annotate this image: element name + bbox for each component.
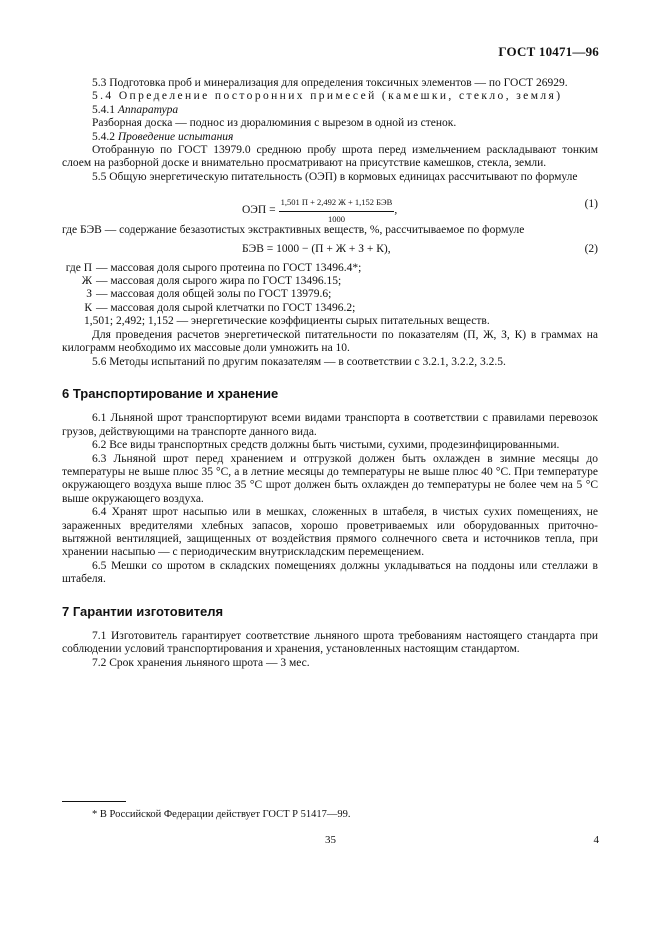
document-header: ГОСТ 10471—96 [498,44,599,59]
clause-7-2: 7.2 Срок хранения льняного шрота — 3 мес. [92,656,310,669]
clause-6-4: 6.4 Хранят шрот насыпью или в мешках, сложенных в штабеля, в чистых сухих помещениях, не зараженных вредителями хлебных запасов, хорошо проветриваемых или оборудованных приточно-вытяжной вентиляцией, защищенных от воздействия прямого солнечного света и источников тепла, при хранении насыпью — с периодическим внутрискладским перемещением. [62,506,598,559]
where-2-list [62,262,598,316]
where-2-symbol: З [86,288,92,301]
formula-1-tail: , [394,204,398,217]
where-2-item [62,275,598,288]
clause-7-1: 7.1 Изготовитель гарантирует соответствие льняного шрота требованиям настоящего стандарта при соблюдении условий транспортирования и хранения, установленных настоящим стандартом. [62,630,598,656]
where-2-definition: — массовая доля сырого протеина по ГОСТ 13496.4*; [96,261,362,274]
clause-5-4-2-number: 5.4.2 [92,130,115,143]
page-number-center: 35 [325,834,336,846]
document-body [62,77,598,670]
section-7-title: 7 Гарантии изготовителя [62,603,224,619]
where-2-symbol: К [84,301,92,314]
where-2-item [62,288,598,301]
formula-1-fraction [279,196,398,226]
formula-1-number: (1) [584,198,598,211]
clause-5-4-2-label: Проведение испытания [117,130,234,143]
clause-5-4-1-number: 5.4.1 [92,103,115,116]
formula-1-denominator: 1000 [327,213,345,224]
clause-5-4-title: 5.4 Определение посторонних примесей (камешки, стекло, земля) [92,90,563,103]
formula-2-number: (2) [584,242,598,255]
formula-1-numerator: 1,501 П + 2,492 Ж + 1,152 БЭВ [279,196,395,211]
coefficients-note: Для проведения расчетов энергетической питательности по показателям (П, Ж, З, К) в граммах на килограмм необходимо их массовые доли умножить на 10. [62,328,598,355]
where-1: где БЭВ — содержание безазотистых экстрактивных веществ, %, рассчитываемое по формуле [62,224,525,237]
footnote-divider [62,801,126,802]
where-2-item [62,262,598,275]
clause-6-2: 6.2 Все виды транспортных средств должны быть чистыми, сухими, продезинфицированными. [92,439,560,452]
clause-5-4-1-text: Разборная доска — поднос из дюралюминия с вырезом в одной из стенок. [92,117,457,130]
footnote: * В Российской Федерации действует ГОСТ Р 51417—99. [92,809,351,820]
clause-5-6: 5.6 Методы испытаний по другим показателям — в соответствии с 3.2.1, 3.2.2, 3.2.5. [92,355,506,368]
clause-5-4-1-heading [62,104,598,117]
clause-6-5: 6.5 Мешки со шротом в складских помещениях должны укладываться на поддоны или стеллажи в штабеля. [62,559,598,586]
page-number-right: 4 [593,834,599,846]
coefficients: 1,501; 2,492; 1,152 — энергетические коэффициенты сырых питательных веществ. [84,315,490,328]
section-6-title: 6 Транспортирование и хранение [62,385,279,401]
clause-5-4-2-text: Отобранную по ГОСТ 13979.0 среднюю пробу шрота перед измельчением раскладывают тонким слоем на разборной доске и внимательно просматривают на присутствие камешков, стекла, земли. [62,144,598,170]
clause-6-3: 6.3 Льняной шрот перед хранением и отгрузкой должен быть охлажден в зимние месяцы до температуры не выше плюс 35 °С, а в летние месяцы до температуры не выше плюс 40 °С. При температуре окружающего воздуха выше плюс 35 °С шрот должен быть охлажден до температуры не более чем на 5 °С выше окружающего воздуха. [62,452,598,505]
where-2-symbol: где П [65,261,92,274]
where-2-item [62,302,598,315]
where-2-definition: — массовая доля сырой клетчатки по ГОСТ 13496.2; [96,301,356,314]
formula-1-lhs: ОЭП = [242,204,276,217]
clause-5-5: 5.5 Общую энергетическую питательность (ОЭП) в кормовых единицах рассчитывают по формуле [92,170,578,183]
formula-2 [62,240,598,260]
where-2-definition: — массовая доля сырого жира по ГОСТ 13496.15; [96,275,342,288]
formula-2-expression: БЭВ = 1000 − (П + Ж + З + К), [242,242,391,255]
clause-5-4-2-heading [62,131,598,144]
clause-6-1: 6.1 Льняной шрот транспортируют всеми видами транспорта в соответствии с правилами перевозок грузов, действующими на транспорте данного вида. [62,412,598,438]
where-2-symbol: Ж [81,275,92,288]
formula-1 [62,190,598,224]
clause-5-3: 5.3 Подготовка проб и минерализация для определения токсичных элементов — по ГОСТ 26929. [92,77,568,89]
where-2-definition: — массовая доля общей золы по ГОСТ 13979.6; [96,288,332,301]
clause-5-4-1-label: Аппаратура [117,103,179,116]
